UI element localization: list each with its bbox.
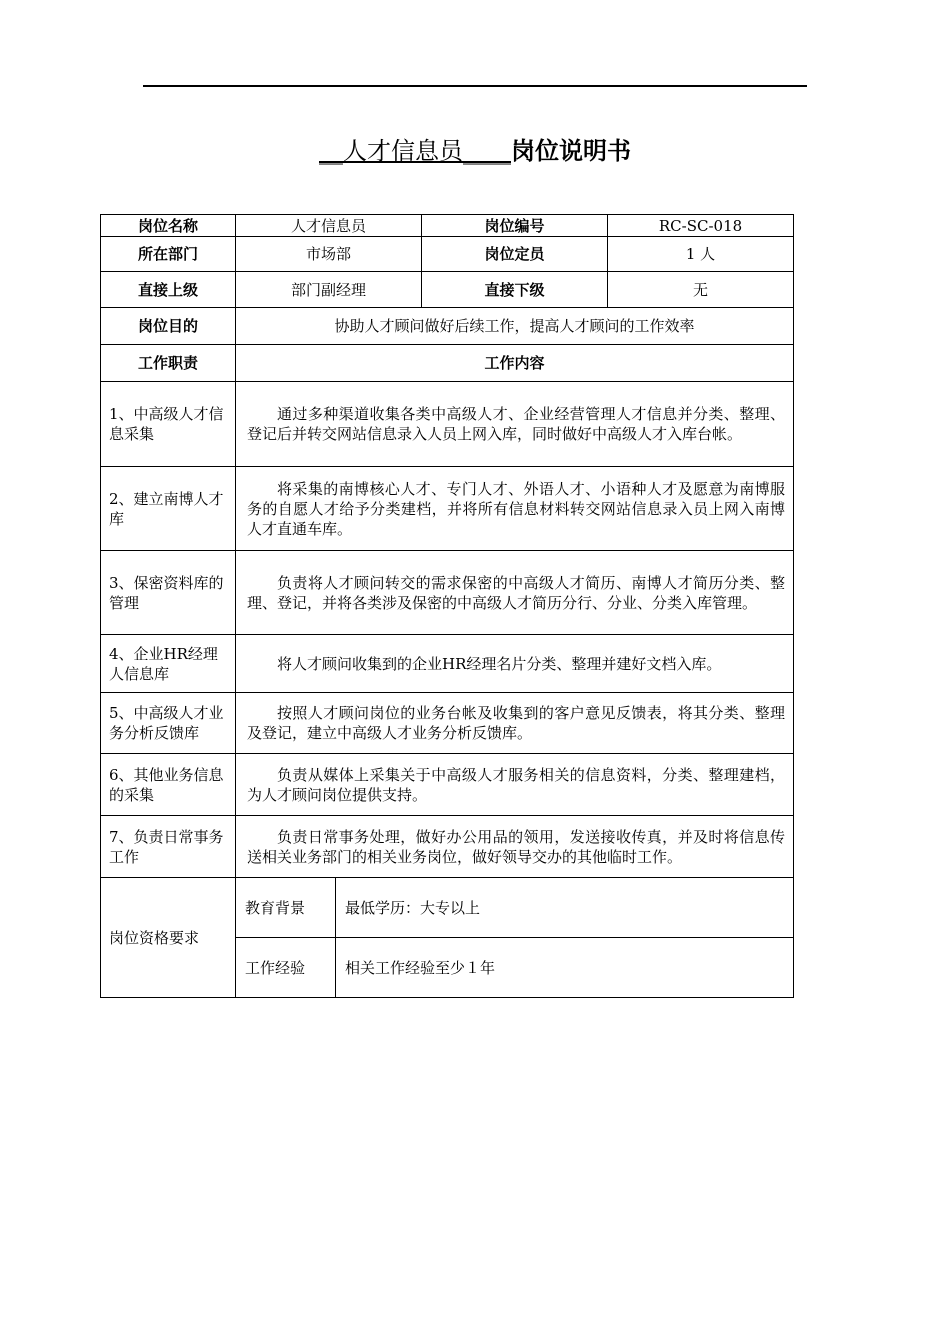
row-reporting bbox=[101, 272, 794, 308]
row-department bbox=[101, 237, 794, 272]
post-code-label: 岗位编号 bbox=[422, 215, 608, 237]
duty-content-text: 负责日常事务处理，做好办公用品的领用，发送接收传真，并及时将信息传送相关业务部门的相关业务岗位，做好领导交办的其他临时工作。 bbox=[247, 827, 786, 866]
post-name-label: 岗位名称 bbox=[101, 215, 236, 237]
duty-content bbox=[236, 693, 794, 754]
duty-content-text: 通过多种渠道收集各类中高级人才、企业经营管理人才信息并分类、整理、登记后并转交网站信息录入人员上网入库，同时做好中高级人才入库台帐。 bbox=[247, 405, 786, 443]
experience-label: 工作经验 bbox=[236, 938, 336, 998]
qualification-row-education bbox=[101, 878, 794, 938]
duty-row bbox=[101, 754, 794, 816]
duty-content bbox=[236, 382, 794, 467]
page-title bbox=[0, 134, 950, 168]
headcount-label: 岗位定员 bbox=[422, 237, 608, 272]
content-header: 工作内容 bbox=[236, 345, 794, 382]
row-duties-header bbox=[101, 345, 794, 382]
duties-header: 工作职责 bbox=[101, 345, 236, 382]
purpose-value: 协助人才顾问做好后续工作，提高人才顾问的工作效率 bbox=[236, 308, 794, 345]
superior-value: 部门副经理 bbox=[236, 272, 422, 308]
duty-content bbox=[236, 467, 794, 551]
qualifications-label: 岗位资格要求 bbox=[101, 878, 236, 998]
purpose-label: 岗位目的 bbox=[101, 308, 236, 345]
duty-row bbox=[101, 382, 794, 467]
duty-content bbox=[236, 635, 794, 693]
duty-content bbox=[236, 816, 794, 878]
duty-content-text: 负责将人才顾问转交的需求保密的中高级人才简历、南博人才简历分类、整理、登记，并将各类涉及保密的中高级人才简历分行、分业、分类入库管理。 bbox=[247, 573, 786, 612]
duty-title: 6、其他业务信息的采集 bbox=[101, 754, 236, 816]
department-value: 市场部 bbox=[236, 237, 422, 272]
title-prefix-blank: __ bbox=[319, 137, 343, 165]
department-label: 所在部门 bbox=[101, 237, 236, 272]
education-value: 最低学历：大专以上 bbox=[336, 878, 794, 938]
title-role: 人才信息员 bbox=[343, 137, 463, 165]
row-post-name bbox=[101, 215, 794, 237]
duty-title: 1、中高级人才信息采集 bbox=[101, 382, 236, 467]
duty-row bbox=[101, 635, 794, 693]
title-suffix: 岗位说明书 bbox=[511, 136, 631, 165]
header-rule bbox=[143, 85, 807, 87]
duty-title: 3、保密资料库的管理 bbox=[101, 551, 236, 635]
job-description-table bbox=[100, 214, 794, 998]
duty-content-text: 将人才顾问收集到的企业HR经理名片分类、整理并建好文档入库。 bbox=[277, 654, 722, 673]
duty-row bbox=[101, 693, 794, 754]
post-name-value: 人才信息员 bbox=[236, 215, 422, 237]
duty-row bbox=[101, 467, 794, 551]
education-label: 教育背景 bbox=[236, 878, 336, 938]
duty-content-text: 负责从媒体上采集关于中高级人才服务相关的信息资料，分类、整理建档，为人才顾问岗位提供支持。 bbox=[247, 765, 786, 804]
duty-title: 5、中高级人才业务分析反馈库 bbox=[101, 693, 236, 754]
post-code-value: RC-SC-018 bbox=[608, 215, 794, 237]
superior-label: 直接上级 bbox=[101, 272, 236, 308]
duty-content bbox=[236, 551, 794, 635]
experience-value: 相关工作经验至少１年 bbox=[336, 938, 794, 998]
duty-title: 2、建立南博人才库 bbox=[101, 467, 236, 551]
duty-title: 4、企业HR经理人信息库 bbox=[101, 635, 236, 693]
title-suffix-blank: ____ bbox=[463, 137, 511, 165]
duty-row bbox=[101, 816, 794, 878]
headcount-value: 1 人 bbox=[608, 237, 794, 272]
duty-title: 7、负责日常事务工作 bbox=[101, 816, 236, 878]
duty-content bbox=[236, 754, 794, 816]
subordinate-value: 无 bbox=[608, 272, 794, 308]
duty-row bbox=[101, 551, 794, 635]
subordinate-label: 直接下级 bbox=[422, 272, 608, 308]
duty-content-text: 将采集的南博核心人才、专门人才、外语人才、小语种人才及愿意为南博服务的自愿人才给予分类建档，并将所有信息材料转交网站信息录入员上网入南博人才直通车库。 bbox=[247, 479, 786, 538]
duty-content-text: 按照人才顾问岗位的业务台帐及收集到的客户意见反馈表，将其分类、整理及登记，建立中高级人才业务分析反馈库。 bbox=[247, 704, 786, 742]
row-purpose bbox=[101, 308, 794, 345]
